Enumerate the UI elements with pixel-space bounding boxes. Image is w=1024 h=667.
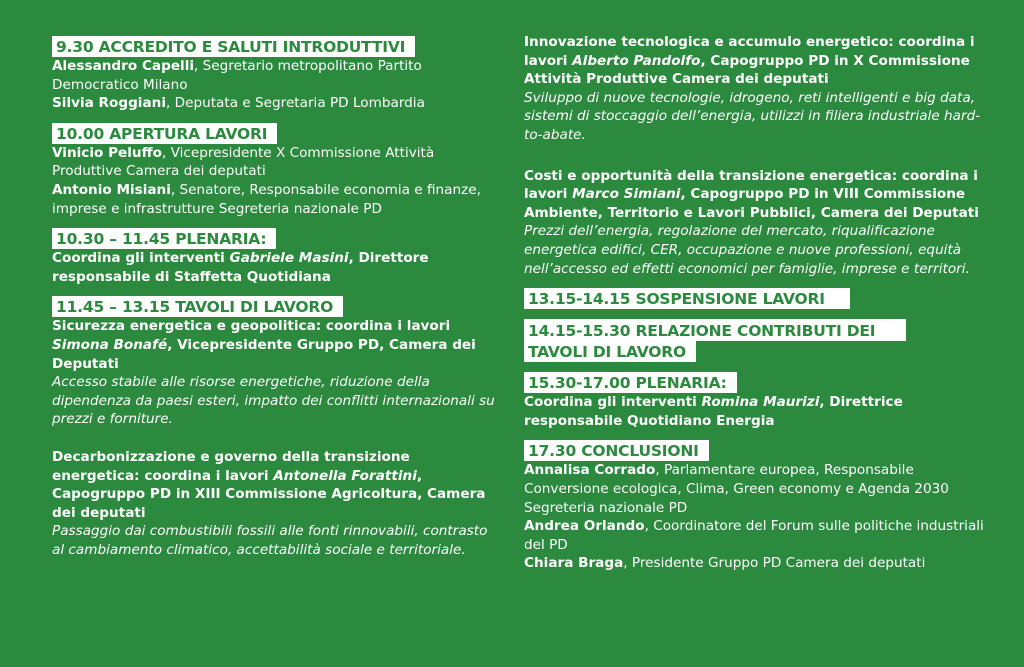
speaker-entry	[524, 517, 994, 554]
section-heading: 10.30 – 11.45 PLENARIA:	[52, 228, 276, 249]
section-heading: 10.00 APERTURA LAVORI	[52, 123, 277, 144]
section-heading: TAVOLI DI LAVORO	[524, 341, 696, 362]
section-heading: 17.30 CONCLUSIONI	[524, 440, 709, 461]
section-plenaria-morning	[52, 228, 502, 286]
speaker-name: Andrea Orlando	[524, 518, 645, 535]
speaker-role: , Presidente Gruppo PD Camera dei deputati	[623, 555, 926, 572]
coordinator-name: Simona Bonafé	[52, 336, 168, 353]
speaker-name: Vinicio Peluffo	[52, 144, 162, 161]
moderator-name: Romina Maurizi	[701, 394, 820, 411]
table-description: Sviluppo di nuove tecnologie, idrogeno, reti intelligenti e big data, sistemi di stoccaggio dell’energia, utilizzi in filiera industriale hard-to-abate.	[524, 89, 981, 143]
moderator-role: , Direttrice responsabile Quotidiano Energia	[524, 394, 903, 429]
table-title-text: Costi e opportunità della transizione energetica: coordina i lavori	[524, 167, 978, 203]
table-description: Passaggio dai combustibili fossili alle fonti rinnovabili, contrasto al cambiamento climatico, accettabilità sociale e territoriale.	[52, 523, 488, 558]
moderator-pre: Coordina gli interventi	[524, 394, 702, 411]
coordinator-name: Antonella Forattini	[273, 467, 417, 484]
section-relazione	[524, 319, 994, 362]
table-title	[52, 317, 502, 373]
speaker-entry	[52, 94, 502, 113]
table-description: Prezzi dell’energia, regolazione del mercato, riqualificazione energetica edifici, CER, occupazione e nuove professioni, equità nell’accesso ed effetti economici per famiglie, imprese e territori.	[524, 223, 970, 277]
speaker-role: , Parlamentare europea, Responsabile Conversione ecologica, Clima, Green economy e Agenda 2030 Segreteria nazionale PD	[524, 462, 949, 516]
coordinator-role: , Capogruppo PD in X Commissione Attività Produttive Camera dei deputati	[524, 52, 970, 88]
table-title	[52, 448, 502, 522]
right-column	[524, 33, 994, 583]
section-tavoli	[52, 296, 502, 559]
moderator-pre: Coordina gli interventi	[52, 250, 230, 267]
speaker-entry	[52, 144, 502, 181]
speaker-entry	[52, 181, 502, 218]
table-title-text: Innovazione tecnologica e accumulo energetico: coordina i lavori	[524, 34, 975, 69]
speaker-name: Antonio Misiani	[52, 181, 171, 198]
table-title-text: Sicurezza energetica e geopolitica: coordina i lavori	[52, 318, 451, 335]
speaker-role: , Vicepresidente X Commissione Attività Produttive Camera dei deputati	[52, 144, 435, 180]
speaker-entry	[52, 57, 502, 94]
section-heading: 13.15-14.15 SOSPENSIONE LAVORI	[524, 288, 850, 309]
coordinator-role: , Vicepresidente Gruppo PD, Camera dei Deputati	[52, 336, 476, 372]
table-description: Accesso stabile alle risorse energetiche, riduzione della dipendenza da paesi esteri, impatto dei conflitti internazionali su prezzi e forniture.	[52, 374, 495, 428]
moderator-entry	[52, 249, 502, 286]
section-heading: 15.30-17.00 PLENARIA:	[524, 372, 737, 393]
speaker-role: , Deputata e Segretaria PD Lombardia	[165, 95, 425, 112]
section-sospensione	[524, 288, 994, 309]
section-costi	[524, 167, 994, 279]
speaker-name: Annalisa Corrado	[524, 462, 656, 479]
section-heading: 9.30 ACCREDITO E SALUTI INTRODUTTIVI	[52, 36, 415, 57]
table-title-text: Decarbonizzazione e governo della transizione energetica: coordina i lavori	[52, 448, 410, 484]
moderator-name: Gabriele Masini	[229, 250, 349, 267]
coordinator-role: , Capogruppo PD in XIII Commissione Agricoltura, Camera dei deputati	[52, 467, 486, 521]
speaker-role: , Segretario metropolitano Partito Democratico Milano	[52, 58, 422, 93]
section-heading: 14.15-15.30 RELAZIONE CONTRIBUTI DEI	[524, 319, 906, 341]
section-conclusioni	[524, 440, 994, 573]
table-title	[524, 167, 994, 223]
speaker-name: Alessandro Capelli	[52, 58, 195, 74]
coordinator-role: , Capogruppo PD in VIII Commissione Ambiente, Territorio e Lavori Pubblici, Camera dei Deputati	[524, 186, 979, 221]
speaker-name: Silvia Roggiani	[52, 95, 166, 112]
speaker-entry	[524, 554, 994, 573]
speaker-role: , Senatore, Responsabile economia e finanze, imprese e infrastrutture Segreteria nazionale PD	[52, 181, 481, 217]
speaker-role: , Coordinatore del Forum sulle politiche industriali del PD	[524, 518, 984, 553]
speaker-name: Chiara Braga	[524, 555, 624, 572]
moderator-entry	[524, 393, 994, 430]
section-innovazione	[524, 33, 994, 145]
section-plenaria-afternoon	[524, 372, 994, 430]
section-apertura	[52, 123, 502, 218]
coordinator-name: Marco Simiani	[572, 186, 681, 203]
section-accredito	[52, 36, 502, 113]
coordinator-name: Alberto Pandolfo	[572, 52, 701, 69]
speaker-entry	[524, 461, 994, 517]
section-heading: 11.45 – 13.15 TAVOLI DI LAVORO	[52, 296, 343, 317]
moderator-role: , Direttore responsabile di Staffetta Quotidiana	[52, 250, 429, 285]
table-title	[524, 33, 994, 89]
left-column	[52, 36, 502, 569]
